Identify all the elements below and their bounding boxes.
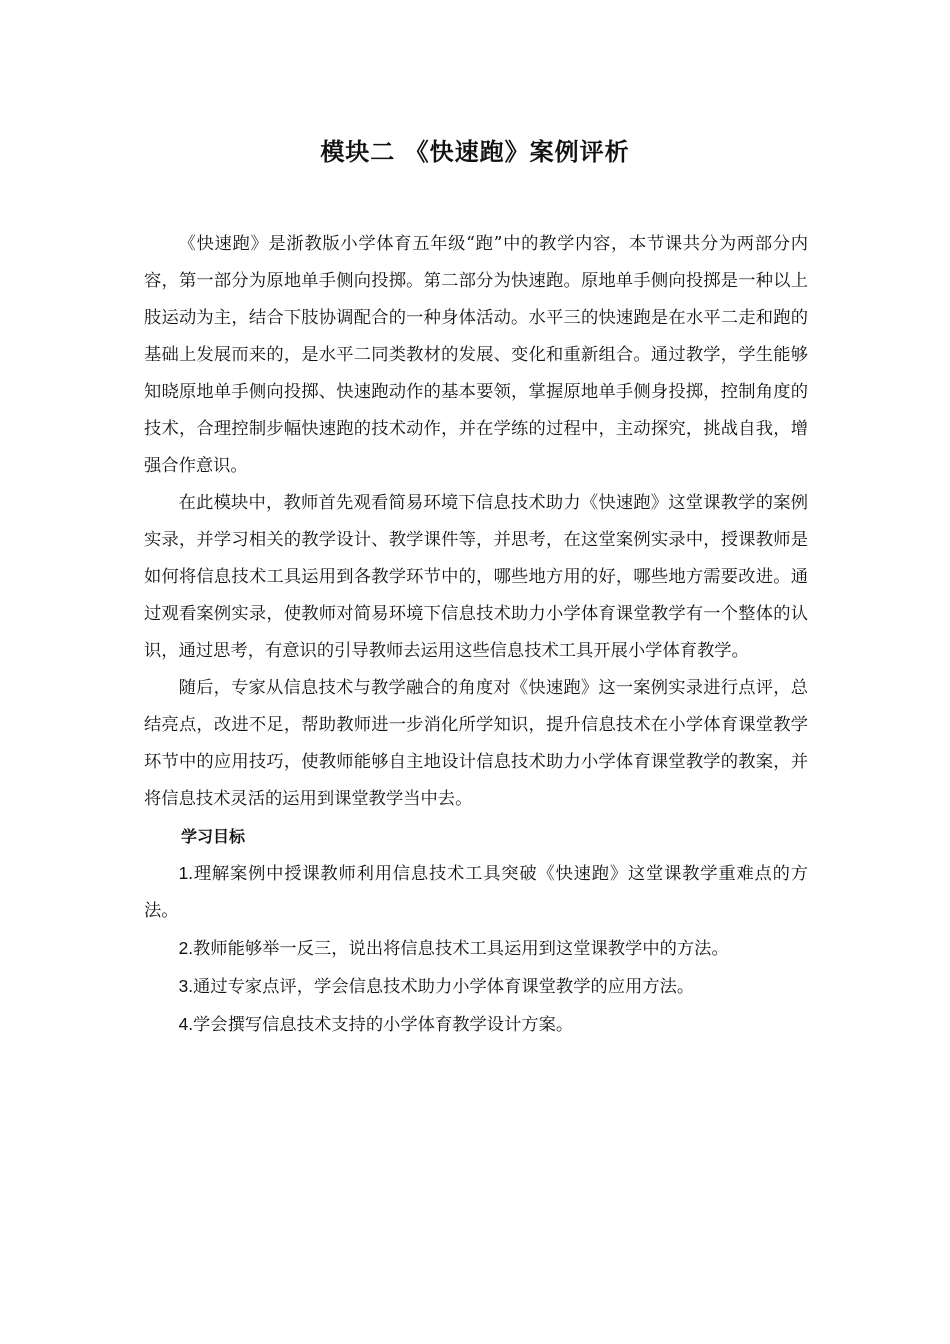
objective-text: 通过专家点评，学会信息技术助力小学体育课堂教学的应用方法。 xyxy=(193,977,695,997)
objective-text: 理解案例中授课教师利用信息技术工具突破《快速跑》这堂课教学重难点的方法。 xyxy=(144,864,808,921)
objective-item xyxy=(144,968,808,1006)
document-title: 模块二 《快速跑》案例评析 xyxy=(320,138,630,166)
objectives-heading: 学习目标 xyxy=(181,827,246,846)
paragraph-intro: 《快速跑》是浙教版小学体育五年级“跑”中的教学内容，本节课共分为两部分内容，第一部分为原地单手侧向投掷。第二部分为快速跑。原地单手侧向投掷是一种以上肢运动为主，结合下肢协调配合的一种身体活动。水平三的快速跑是在水平二走和跑的基础上发展而来的，是水平二同类教材的发展、变化和重新组合。通过教学，学生能够知晓原地单手侧向投掷、快速跑动作的基本要领，掌握原地单手侧身投掷，控制角度的技术，合理控制步幅快速跑的技术动作，并在学练的过程中，主动探究，挑战自我，增强合作意识。 xyxy=(144,234,808,476)
objective-number: 4. xyxy=(178,1014,194,1034)
objective-item xyxy=(144,1006,808,1044)
objective-item xyxy=(144,855,808,930)
objective-text: 教师能够举一反三，说出将信息技术工具运用到这堂课教学中的方法。 xyxy=(193,939,729,959)
objective-item xyxy=(144,930,808,968)
document-body xyxy=(144,226,808,1044)
objective-number: 2. xyxy=(178,938,194,958)
paragraph-module: 在此模块中，教师首先观看简易环境下信息技术助力《快速跑》这堂课教学的案例实录，并学习相关的教学设计、教学课件等，并思考，在这堂案例实录中，授课教师是如何将信息技术工具运用到各教学环节中的，哪些地方用的好，哪些地方需要改进。通过观看案例实录，使教师对简易环境下信息技术助力小学体育课堂教学有一个整体的认识，通过思考，有意识的引导教师去运用这些信息技术工具开展小学体育教学。 xyxy=(144,493,808,661)
paragraph-expert: 随后，专家从信息技术与教学融合的角度对《快速跑》这一案例实录进行点评，总结亮点，改进不足，帮助教师进一步消化所学知识，提升信息技术在小学体育课堂教学环节中的应用技巧，使教师能够自主地设计信息技术助力小学体育课堂教学的教案，并将信息技术灵活的运用到课堂教学当中去。 xyxy=(144,678,808,809)
objective-text: 学会撰写信息技术支持的小学体育教学设计方案。 xyxy=(193,1015,574,1035)
objective-number: 3. xyxy=(178,976,194,996)
objective-number: 1. xyxy=(178,863,194,883)
